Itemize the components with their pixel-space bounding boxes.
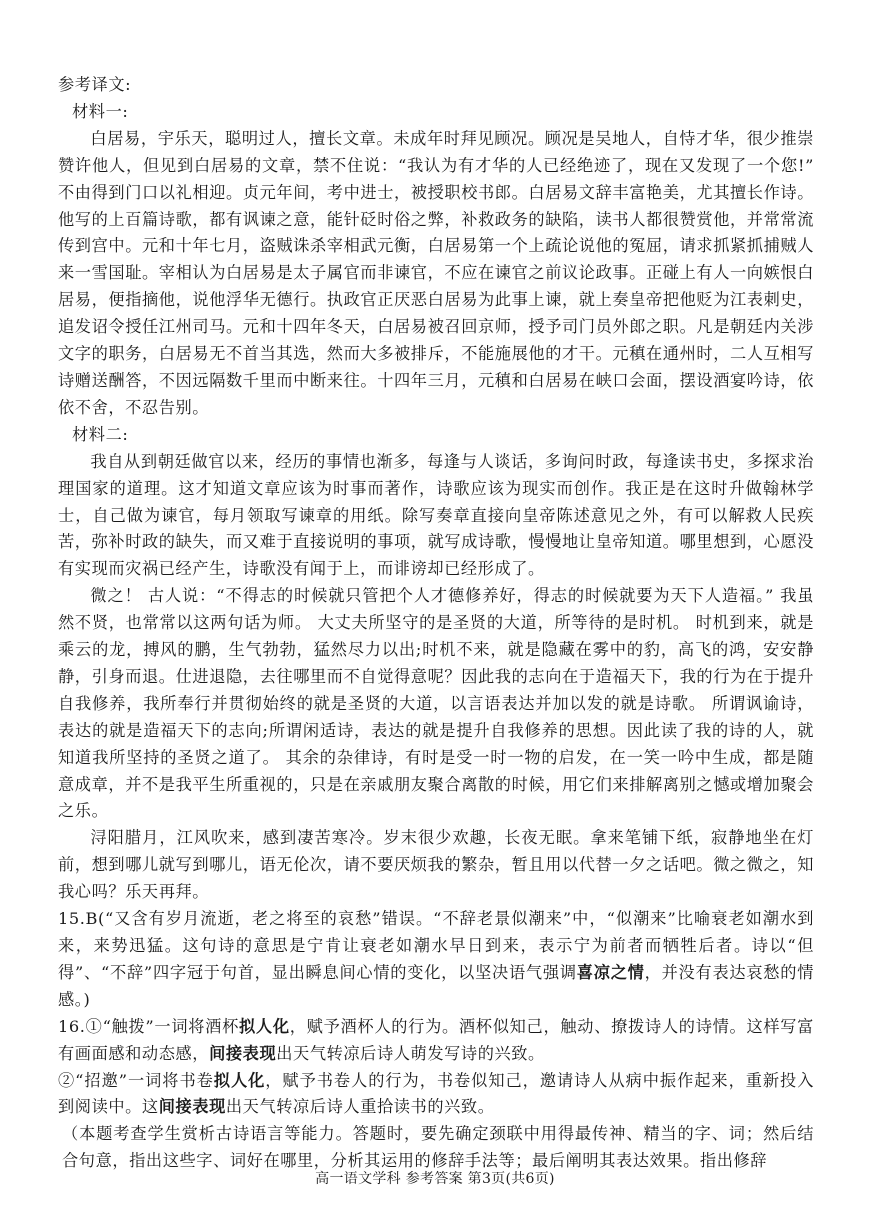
answer-15-tail: ，并没有表达哀愁的情感。) — [58, 962, 814, 1009]
answer-16-1-text-c: 出天气转凉后诗人萌发写诗的兴致。 — [276, 1043, 545, 1063]
answer-15 — [58, 906, 814, 1014]
translation-heading: 参考译文: — [58, 75, 132, 94]
answer-16-1-text-a: 16.①“触拨”一词将酒杯 — [58, 1016, 239, 1036]
answer-16-2-text-b: ，赋予书卷人的行为，书卷似知己，邀请诗人从病中振作起来，重新投入到阅读中。这 — [58, 1070, 814, 1117]
material-one-label: 材料一: — [72, 101, 129, 121]
answer-16-2-text-a: ②“招邀”一词将书卷 — [58, 1070, 214, 1090]
answer-16-1-emphasis-b: 间接表现 — [209, 1043, 277, 1063]
material-two-label: 材料二: — [72, 424, 129, 444]
answer-15-emphasis: 喜凉之情 — [576, 962, 645, 982]
answer-16-2-text-c: 出天气转凉后诗人重拾读书的兴致。 — [225, 1097, 495, 1117]
material-one-paragraph: 白居易，宇乐天，聪明过人，擅长文章。未成年时拜见顾况。顾况是吴地人，自恃才华，很少推崇赞许他人，但见到白居易的文章，禁不住说：“我认为有才华的人已经绝迹了，现在又发现了一个您!” 不由得到门口以礼相迎。贞元年间，考中进士，被授职校书郎。白居易文辞丰富艳美，尤其擅长作诗。他写的上百篇诗歌，都有讽谏之意，能针砭时俗之弊，补救政务的缺陷，读书人都很赞赏他，并常常流传到宫中。元和十年七月，盗贼诛杀宰相武元衡，白居易第一个上疏论说他的冤屈，请求抓紧抓捕贼人来一雪国耻。宰相认为白居易是太子属官而非谏官，不应在谏官之前议论政事。正碰上有人一向嫉恨白居易，便指摘他，说他浮华无德行。执政官正厌恶白居易为此事上谏，就上奏皇帝把他贬为江表刺史，追发诏令授任江州司马。元和十四年冬天，白居易被召回京师，授予司门员外郎之职。凡是朝廷内关涉文字的职务，白居易无不首当其选，然而大多被排斥，不能施展他的才干。元稹在通州时，二人互相写诗赠送酬答，不因远隔数千里而中断来往。十四年三月，元稹和白居易在峡口会面，摆设酒宴吟诗，依依不舍，不忍告别。 — [58, 128, 814, 417]
answer-16-part-1 — [58, 1014, 814, 1068]
answer-16-2-emphasis-a: 拟人化 — [213, 1070, 266, 1090]
answer-16-note: （本题考查学生赏析古诗语言等能力。答题时，要先确定颈联中用得最传神、精当的字、词；然后结合句意，指出这些字、词好在哪里，分析其运用的修辞手法等；最后阐明其表达效果。指出修辞 — [62, 1124, 814, 1171]
answer-16-2-emphasis-b: 间接表现 — [158, 1097, 226, 1117]
material-two-paragraph-1: 我自从到朝廷做官以来，经历的事情也渐多，每逢与人谈话，多询问时政，每逢读书史，多探求治理国家的道理。这才知道文章应该为时事而著作，诗歌应该为现实而创作。我正是在这时升做翰林学士，自己做为谏官，每月领取写谏章的用纸。除写奏章直接向皇帝陈述意见之外，有可以解救人民疾苦，弥补时政的缺失，而又难于直接说明的事项，就写成诗歌，慢慢地让皇帝知道。哪里想到，心愿没有实现而灾祸已经产生，诗歌没有闻于上，而诽谤却已经形成了。 — [58, 451, 814, 579]
material-two-paragraph-3: 浔阳腊月，江风吹来，感到凄苦寒冷。岁末很少欢趣，长夜无眠。拿来笔铺下纸，寂静地坐在灯前，想到哪儿就写到哪儿，语无伦次，请不要厌烦我的繁杂，暂且用以代替一夕之话吧。微之微之，知我心吗？乐天再拜。 — [58, 828, 814, 902]
answer-15-text: 15.B(“又含有岁月流逝，老之将至的哀愁”错误。“不辞老景似潮来”中，“似潮来”比喻衰老如潮水到来，来势迅猛。这句诗的意思是宁肯让衰老如潮水早日到来，表示宁为前者而牺牲后者。诗以“但得”、“不辞”四字冠于句首，显出瞬息间心情的变化，以坚决语气强调 — [58, 909, 814, 982]
answer-16-1-emphasis-a: 拟人化 — [239, 1016, 290, 1036]
answer-16-1-text-b: ，赋予酒杯人的行为。酒杯似知己，触动、撩拨诗人的诗情。这样写富有画面感和动态感， — [58, 1016, 814, 1063]
material-two-paragraph-2: 微之！ 古人说：“不得志的时候就只管把个人才德修养好，得志的时候就要为天下人造福。” 我虽然不贤，也常常以这两句话为师。 大丈夫所坚守的是圣贤的大道，所等待的是时机。 时机到来，就是乘云的龙，搏风的鹏，生气勃勃，猛然尽力以出;时机不来，就是隐藏在雾中的豹，高飞的鸿，安安静静，引身而退。仕进退隐，去往哪里而不自觉得意呢？因此我的志向在于造福天下，我的行为在于提升自我修养，我所奉行并贯彻始终的就是圣贤的大道，以言语表达并加以发的就是诗歌。 所谓讽谕诗，表达的就是造福天下的志向;所谓闲适诗，表达的就是提升自我修养的思想。因此读了我的诗的人，就知道我所坚持的圣贤之道了。 其余的杂律诗，有时是受一时一物的启发，在一笑一吟中生成，都是随意成章，并不是我平生所重视的，只是在亲戚朋友聚合离散的时候，用它们来排解离别之憾或增加聚会之乐。 — [58, 586, 814, 821]
answer-16-part-2 — [58, 1068, 814, 1122]
page-footer: 高一语文学科 参考答案 第3页(共6页) — [315, 1171, 555, 1187]
